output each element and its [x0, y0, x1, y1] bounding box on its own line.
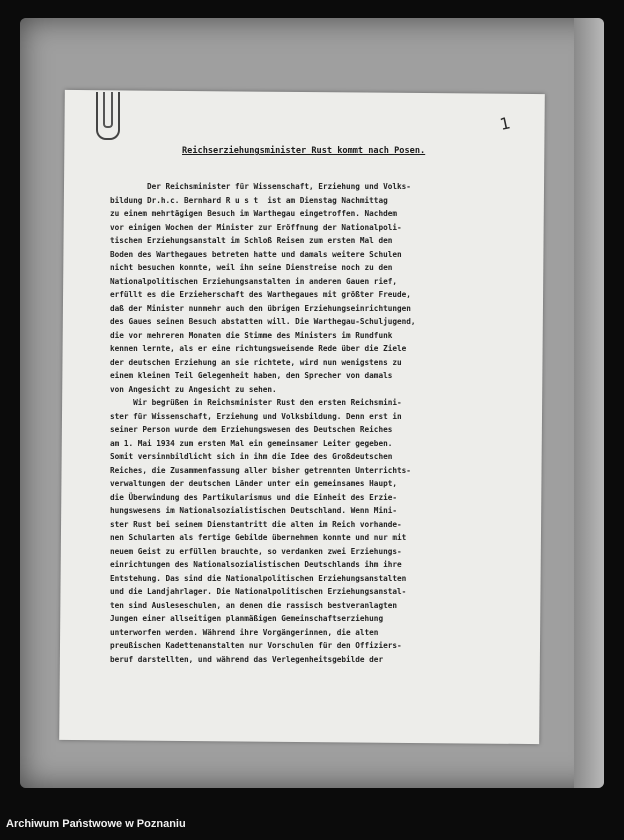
text-line: beruf darstellten, und während das Verlegenheitsgebilde der: [110, 654, 384, 664]
text-line: ten sind Ausleseschulen, an denen die rassisch bestveranlagten: [110, 600, 397, 610]
text-line: einrichtungen des Nationalsozialistischen Deutschlands ihm ihre: [110, 560, 402, 569]
text-line: tischen Erziehungsanstalt im Schloß Reisen zum ersten Mal den: [110, 236, 393, 245]
text-line: von Angesicht zu Angesicht zu sehen.: [110, 384, 277, 394]
text-line: die vor mehreren Monaten die Stimme des Ministers im Rundfunk: [110, 330, 393, 340]
document-title: Reichserziehungsminister Rust kommt nach Posen.: [182, 146, 426, 156]
text-line: vor einigen Wochen der Minister zur Eröffnung der Nationalpoli-: [110, 222, 402, 232]
text-line: die Überwindung des Partikularismus und die Einheit des Erzie-: [110, 492, 397, 502]
document-body: [110, 180, 540, 666]
text-line: unterworfen werden. Während ihre Vorgängerinnen, die alten: [110, 627, 379, 637]
text-line: hungswesens im Nationalsozialistischen Deutschland. Wenn Mini-: [110, 506, 397, 515]
text-line: nicht besuchen konnte, weil ihn seine Dienstreise noch zu den: [110, 263, 393, 272]
text-line: und die Landjahrlager. Die Nationalpolitischen Erziehungsanstal-: [110, 587, 407, 596]
text-line: erfüllt es die Erzieherschaft des Warthegaues mit größter Freude,: [110, 290, 411, 299]
text-line: Reiches, die Zusammenfassung aller bisher getrennten Unterrichts-: [110, 465, 411, 475]
text-line: Entstehung. Das sind die Nationalpolitischen Erziehungsanstalten: [110, 573, 407, 583]
text-line: Nationalpolitischen Erziehungsanstalten in anderen Gauen rief,: [110, 276, 397, 286]
paperclip-inner-icon: [103, 92, 113, 128]
text-line: Jungen einer allseitigen planmäßigen Gemeinschaftserziehung: [110, 614, 384, 623]
text-line: bildung Dr.h.c. Bernhard R u s t ist am Dienstag Nachmittag: [110, 195, 388, 205]
text-line: daß der Minister nunmehr auch den übrigen Erziehungseinrichtungen: [110, 303, 411, 313]
text-line: der deutschen Erziehung an sie richtete, wird nun wenigstens zu: [110, 357, 402, 367]
text-line: verwaltungen der deutschen Länder unter ein gemeinsames Haupt,: [110, 479, 397, 488]
archive-name: Archiwum Państwowe w Poznaniu: [6, 818, 186, 830]
text-line: Somit versinnbildlicht sich in ihm die Idee des Großdeutschen: [110, 452, 393, 461]
film-edge: [574, 18, 604, 788]
page-number: 1: [498, 113, 513, 134]
text-line: des Gaues seinen Besuch abstatten will. Die Warthegau-Schuljugend,: [110, 317, 416, 326]
text-line: einem kleinen Teil Gelegenheit haben, den Sprecher von damals: [110, 371, 393, 380]
text-line: Der Reichsminister für Wissenschaft, Erziehung und Volks-: [110, 182, 411, 191]
text-line: neuem Geist zu erfüllen brauchte, so verdanken zwei Erziehungs-: [110, 546, 402, 556]
text-line: seiner Person wurde dem Erziehungswesen des Deutschen Reiches: [110, 425, 393, 434]
text-line: am 1. Mai 1934 zum ersten Mal ein gemeinsamer Leiter gegeben.: [110, 438, 393, 448]
text-line: nen Schularten als fertige Gebilde übernehmen konnte und nur mit: [110, 533, 407, 542]
text-line: zu einem mehrtägigen Besuch im Warthegau eingetroffen. Nachdem: [110, 209, 397, 218]
text-line: Wir begrüßen in Reichsminister Rust den ersten Reichsmini-: [110, 398, 402, 407]
text-line: ster für Wissenschaft, Erziehung und Volksbildung. Denn erst in: [110, 411, 402, 421]
text-line: preußischen Kadettenanstalten nur Vorschulen für den Offiziers-: [110, 641, 402, 650]
text-line: kennen lernte, als er eine richtungsweisende Rede über die Ziele: [110, 344, 407, 353]
text-line: ster Rust bei seinem Dienstantritt die alten im Reich vorhande-: [110, 519, 402, 529]
text-line: Boden des Warthegaues betreten hatte und damals weitere Schulen: [110, 249, 402, 259]
